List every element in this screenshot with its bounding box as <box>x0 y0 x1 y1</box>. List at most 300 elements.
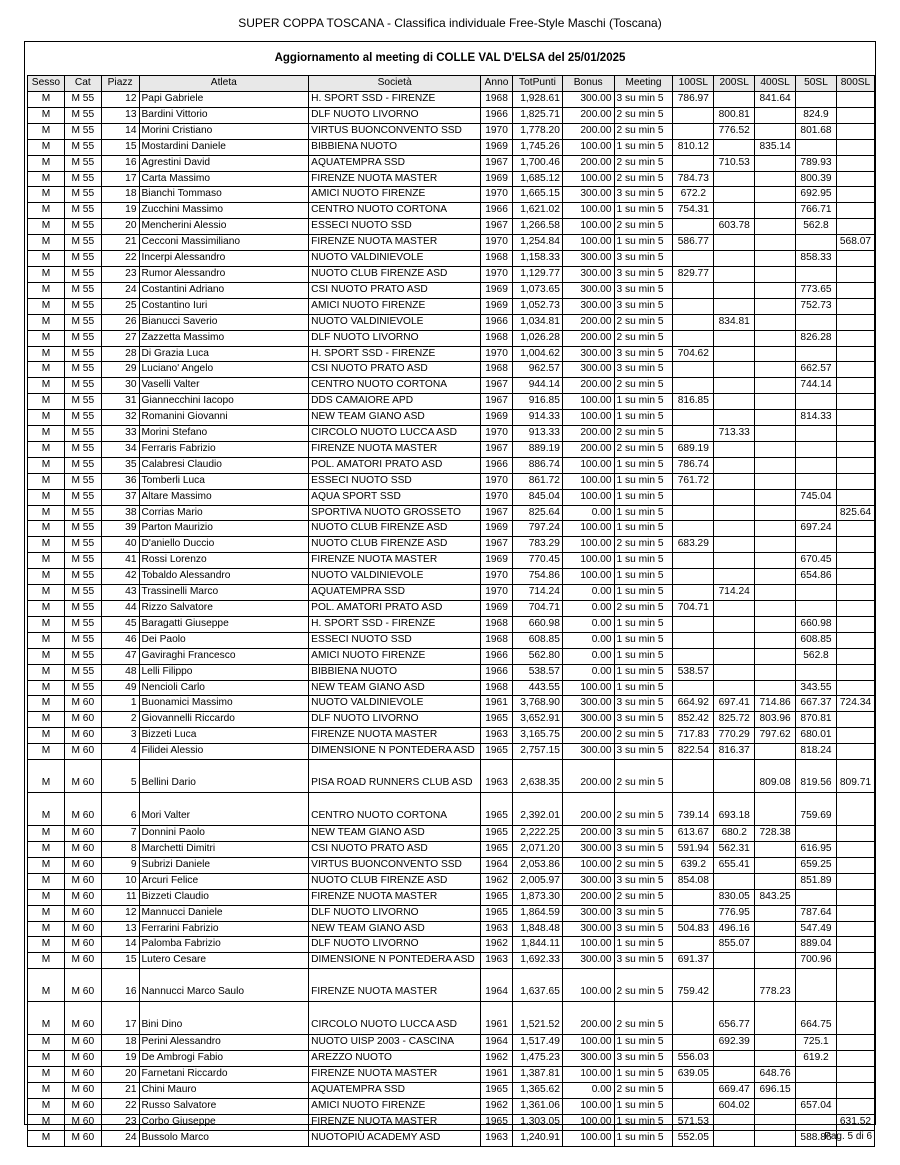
cell-cat: M 60 <box>64 921 101 937</box>
cell-cat: M 60 <box>64 1067 101 1083</box>
cell-800sl <box>836 219 874 235</box>
cell-800sl <box>836 569 874 585</box>
cell-400sl <box>755 219 796 235</box>
column-header-piazz: Piazz <box>101 76 139 92</box>
cell-100sl: 704.71 <box>673 601 714 617</box>
cell-sesso: M <box>28 346 65 362</box>
cell-piazz: 4 <box>101 744 139 760</box>
cell-400sl <box>755 648 796 664</box>
cell-totpunti: 1,387.81 <box>513 1067 563 1083</box>
cell-atleta: Bellini Dario <box>139 760 309 793</box>
cell-100sl: 664.92 <box>673 696 714 712</box>
cell-societa: NUOTO CLUB FIRENZE ASD <box>309 521 481 537</box>
table-row <box>28 680 875 696</box>
cell-societa: ESSECI NUOTO SSD <box>309 632 481 648</box>
cell-200sl: 714.24 <box>714 585 755 601</box>
cell-totpunti: 3,652.91 <box>513 712 563 728</box>
cell-totpunti: 889.19 <box>513 441 563 457</box>
cell-totpunti: 1,361.06 <box>513 1098 563 1114</box>
cell-anno: 1969 <box>481 282 513 298</box>
table-row <box>28 139 875 155</box>
cell-800sl <box>836 937 874 953</box>
cell-400sl <box>755 489 796 505</box>
table-row <box>28 1130 875 1146</box>
cell-totpunti: 1,266.58 <box>513 219 563 235</box>
cell-totpunti: 660.98 <box>513 616 563 632</box>
cell-400sl <box>755 905 796 921</box>
cell-200sl: 710.53 <box>714 155 755 171</box>
cell-totpunti: 1,365.62 <box>513 1082 563 1098</box>
cell-400sl <box>755 841 796 857</box>
table-row <box>28 712 875 728</box>
cell-800sl <box>836 330 874 346</box>
cell-meeting: 2 su min 5 <box>614 857 673 873</box>
cell-meeting: 1 su min 5 <box>614 1130 673 1146</box>
cell-piazz: 46 <box>101 632 139 648</box>
table-row <box>28 585 875 601</box>
cell-400sl <box>755 505 796 521</box>
cell-totpunti: 443.55 <box>513 680 563 696</box>
ranking-table <box>27 75 875 1147</box>
table-row <box>28 569 875 585</box>
cell-800sl <box>836 648 874 664</box>
cell-bonus: 0.00 <box>562 616 614 632</box>
cell-cat: M 60 <box>64 905 101 921</box>
cell-piazz: 7 <box>101 826 139 842</box>
cell-200sl <box>714 680 755 696</box>
cell-piazz: 21 <box>101 235 139 251</box>
cell-meeting: 2 su min 5 <box>614 107 673 123</box>
cell-400sl <box>755 203 796 219</box>
cell-50sl: 657.04 <box>796 1098 837 1114</box>
cell-200sl <box>714 1114 755 1130</box>
cell-atleta: Bizzeti Claudio <box>139 889 309 905</box>
cell-800sl: 724.34 <box>836 696 874 712</box>
cell-atleta: Costantino Iuri <box>139 298 309 314</box>
cell-atleta: Bizzeti Luca <box>139 728 309 744</box>
column-header-100sl: 100SL <box>673 76 714 92</box>
cell-400sl: 809.08 <box>755 760 796 793</box>
cell-bonus: 200.00 <box>562 760 614 793</box>
cell-50sl <box>796 1067 837 1083</box>
cell-50sl: 744.14 <box>796 378 837 394</box>
cell-piazz: 31 <box>101 394 139 410</box>
cell-piazz: 12 <box>101 92 139 108</box>
cell-meeting: 1 su min 5 <box>614 139 673 155</box>
cell-meeting: 1 su min 5 <box>614 648 673 664</box>
cell-anno: 1963 <box>481 1130 513 1146</box>
cell-societa: FIRENZE NUOTA MASTER <box>309 1114 481 1130</box>
cell-atleta: Morini Cristiano <box>139 123 309 139</box>
cell-bonus: 100.00 <box>562 171 614 187</box>
cell-piazz: 36 <box>101 473 139 489</box>
cell-anno: 1963 <box>481 921 513 937</box>
cell-meeting: 1 su min 5 <box>614 1114 673 1130</box>
cell-200sl: 692.39 <box>714 1035 755 1051</box>
cell-100sl <box>673 362 714 378</box>
cell-atleta: Palomba Fabrizio <box>139 937 309 953</box>
cell-400sl <box>755 1130 796 1146</box>
cell-piazz: 2 <box>101 712 139 728</box>
cell-sesso: M <box>28 219 65 235</box>
cell-piazz: 40 <box>101 537 139 553</box>
cell-piazz: 19 <box>101 1051 139 1067</box>
cell-anno: 1965 <box>481 905 513 921</box>
cell-400sl <box>755 744 796 760</box>
cell-piazz: 45 <box>101 616 139 632</box>
cell-piazz: 8 <box>101 841 139 857</box>
cell-50sl: 858.33 <box>796 251 837 267</box>
cell-atleta: Costantini Adriano <box>139 282 309 298</box>
cell-200sl <box>714 235 755 251</box>
cell-200sl: 655.41 <box>714 857 755 873</box>
cell-anno: 1970 <box>481 473 513 489</box>
cell-meeting: 2 su min 5 <box>614 155 673 171</box>
cell-anno: 1965 <box>481 889 513 905</box>
cell-cat: M 60 <box>64 841 101 857</box>
cell-totpunti: 1,475.23 <box>513 1051 563 1067</box>
cell-50sl: 819.56 <box>796 760 837 793</box>
cell-atleta: Farnetani Riccardo <box>139 1067 309 1083</box>
cell-totpunti: 1,848.48 <box>513 921 563 937</box>
cell-100sl <box>673 298 714 314</box>
cell-400sl <box>755 1051 796 1067</box>
cell-piazz: 20 <box>101 219 139 235</box>
cell-bonus: 0.00 <box>562 664 614 680</box>
cell-50sl <box>796 505 837 521</box>
cell-sesso: M <box>28 712 65 728</box>
cell-sesso: M <box>28 937 65 953</box>
cell-cat: M 60 <box>64 1130 101 1146</box>
table-row <box>28 696 875 712</box>
cell-atleta: Bianucci Saverio <box>139 314 309 330</box>
cell-100sl <box>673 489 714 505</box>
column-header-cat: Cat <box>64 76 101 92</box>
cell-bonus: 100.00 <box>562 203 614 219</box>
cell-totpunti: 783.29 <box>513 537 563 553</box>
cell-800sl <box>836 394 874 410</box>
table-row <box>28 632 875 648</box>
cell-800sl: 809.71 <box>836 760 874 793</box>
cell-800sl <box>836 266 874 282</box>
cell-totpunti: 914.33 <box>513 410 563 426</box>
cell-bonus: 300.00 <box>562 362 614 378</box>
cell-800sl <box>836 346 874 362</box>
cell-societa: AREZZO NUOTO <box>309 1051 481 1067</box>
cell-50sl <box>796 601 837 617</box>
cell-totpunti: 704.71 <box>513 601 563 617</box>
cell-cat: M 60 <box>64 1114 101 1130</box>
cell-400sl <box>755 171 796 187</box>
cell-800sl <box>836 282 874 298</box>
cell-atleta: Luciano' Angelo <box>139 362 309 378</box>
cell-cat: M 55 <box>64 92 101 108</box>
table-row <box>28 1051 875 1067</box>
cell-atleta: Baragatti Giuseppe <box>139 616 309 632</box>
table-row <box>28 362 875 378</box>
cell-meeting: 3 su min 5 <box>614 251 673 267</box>
cell-cat: M 55 <box>64 298 101 314</box>
cell-200sl <box>714 457 755 473</box>
table-row <box>28 937 875 953</box>
cell-200sl <box>714 473 755 489</box>
cell-200sl <box>714 1067 755 1083</box>
cell-anno: 1969 <box>481 521 513 537</box>
cell-400sl <box>755 457 796 473</box>
cell-100sl <box>673 760 714 793</box>
cell-societa: CENTRO NUOTO CORTONA <box>309 378 481 394</box>
cell-400sl <box>755 155 796 171</box>
cell-meeting: 3 su min 5 <box>614 187 673 203</box>
table-row <box>28 457 875 473</box>
cell-piazz: 22 <box>101 251 139 267</box>
cell-totpunti: 1,928.61 <box>513 92 563 108</box>
cell-800sl <box>836 1051 874 1067</box>
cell-100sl: 639.05 <box>673 1067 714 1083</box>
cell-50sl: 654.86 <box>796 569 837 585</box>
cell-200sl <box>714 1130 755 1146</box>
table-row <box>28 953 875 969</box>
cell-sesso: M <box>28 648 65 664</box>
cell-800sl <box>836 1067 874 1083</box>
cell-100sl <box>673 251 714 267</box>
cell-bonus: 200.00 <box>562 107 614 123</box>
cell-100sl: 829.77 <box>673 266 714 282</box>
table-row <box>28 187 875 203</box>
column-header-meeting: Meeting <box>614 76 673 92</box>
cell-totpunti: 1,240.91 <box>513 1130 563 1146</box>
cell-meeting: 2 su min 5 <box>614 889 673 905</box>
table-row <box>28 171 875 187</box>
cell-cat: M 55 <box>64 473 101 489</box>
cell-100sl <box>673 107 714 123</box>
cell-anno: 1965 <box>481 1114 513 1130</box>
cell-cat: M 55 <box>64 107 101 123</box>
cell-anno: 1961 <box>481 1067 513 1083</box>
cell-800sl <box>836 712 874 728</box>
cell-800sl <box>836 107 874 123</box>
cell-atleta: Tobaldo Alessandro <box>139 569 309 585</box>
cell-piazz: 6 <box>101 793 139 826</box>
cell-100sl: 784.73 <box>673 171 714 187</box>
cell-sesso: M <box>28 282 65 298</box>
cell-200sl: 604.02 <box>714 1098 755 1114</box>
cell-meeting: 3 su min 5 <box>614 953 673 969</box>
cell-totpunti: 2,392.01 <box>513 793 563 826</box>
cell-totpunti: 1,034.81 <box>513 314 563 330</box>
cell-50sl <box>796 139 837 155</box>
cell-sesso: M <box>28 969 65 1002</box>
cell-bonus: 300.00 <box>562 266 614 282</box>
cell-societa: NEW TEAM GIANO ASD <box>309 410 481 426</box>
cell-societa: AQUATEMPRA SSD <box>309 155 481 171</box>
cell-piazz: 1 <box>101 696 139 712</box>
cell-meeting: 3 su min 5 <box>614 841 673 857</box>
cell-400sl <box>755 953 796 969</box>
cell-sesso: M <box>28 155 65 171</box>
cell-100sl: 672.2 <box>673 187 714 203</box>
cell-piazz: 26 <box>101 314 139 330</box>
cell-anno: 1964 <box>481 857 513 873</box>
cell-cat: M 60 <box>64 953 101 969</box>
cell-cat: M 60 <box>64 937 101 953</box>
cell-400sl <box>755 921 796 937</box>
cell-200sl <box>714 553 755 569</box>
cell-piazz: 32 <box>101 410 139 426</box>
cell-anno: 1968 <box>481 330 513 346</box>
cell-bonus: 200.00 <box>562 441 614 457</box>
cell-100sl <box>673 569 714 585</box>
cell-atleta: Rossi Lorenzo <box>139 553 309 569</box>
cell-200sl <box>714 394 755 410</box>
cell-societa: NUOTO CLUB FIRENZE ASD <box>309 266 481 282</box>
cell-cat: M 55 <box>64 489 101 505</box>
cell-piazz: 38 <box>101 505 139 521</box>
cell-totpunti: 1,700.46 <box>513 155 563 171</box>
cell-anno: 1962 <box>481 1051 513 1067</box>
cell-bonus: 100.00 <box>562 553 614 569</box>
cell-50sl: 725.1 <box>796 1035 837 1051</box>
cell-meeting: 2 su min 5 <box>614 378 673 394</box>
cell-meeting: 3 su min 5 <box>614 826 673 842</box>
cell-sesso: M <box>28 553 65 569</box>
table-row <box>28 616 875 632</box>
cell-400sl <box>755 251 796 267</box>
cell-50sl: 801.68 <box>796 123 837 139</box>
cell-cat: M 60 <box>64 1002 101 1035</box>
cell-societa: FIRENZE NUOTA MASTER <box>309 969 481 1002</box>
cell-800sl <box>836 1035 874 1051</box>
cell-50sl: 608.85 <box>796 632 837 648</box>
cell-400sl <box>755 664 796 680</box>
cell-totpunti: 1,745.26 <box>513 139 563 155</box>
cell-50sl: 562.8 <box>796 648 837 664</box>
cell-meeting: 2 su min 5 <box>614 441 673 457</box>
cell-meeting: 1 su min 5 <box>614 937 673 953</box>
table-row <box>28 1002 875 1035</box>
cell-bonus: 300.00 <box>562 696 614 712</box>
cell-piazz: 15 <box>101 953 139 969</box>
cell-atleta: Giovannelli Riccardo <box>139 712 309 728</box>
cell-50sl: 700.96 <box>796 953 837 969</box>
cell-400sl <box>755 1035 796 1051</box>
cell-atleta: Bianchi Tommaso <box>139 187 309 203</box>
cell-piazz: 10 <box>101 873 139 889</box>
cell-piazz: 16 <box>101 969 139 1002</box>
cell-cat: M 60 <box>64 857 101 873</box>
cell-50sl <box>796 969 837 1002</box>
cell-100sl <box>673 219 714 235</box>
cell-800sl <box>836 1082 874 1098</box>
cell-400sl <box>755 314 796 330</box>
cell-400sl: 714.86 <box>755 696 796 712</box>
cell-bonus: 100.00 <box>562 1098 614 1114</box>
cell-800sl <box>836 298 874 314</box>
cell-800sl <box>836 187 874 203</box>
cell-bonus: 100.00 <box>562 569 614 585</box>
cell-800sl <box>836 1002 874 1035</box>
cell-anno: 1964 <box>481 969 513 1002</box>
cell-anno: 1966 <box>481 203 513 219</box>
cell-50sl <box>796 441 837 457</box>
cell-cat: M 60 <box>64 760 101 793</box>
cell-totpunti: 886.74 <box>513 457 563 473</box>
cell-piazz: 23 <box>101 1114 139 1130</box>
cell-400sl <box>755 857 796 873</box>
cell-totpunti: 2,757.15 <box>513 744 563 760</box>
cell-cat: M 55 <box>64 171 101 187</box>
table-row <box>28 921 875 937</box>
cell-meeting: 2 su min 5 <box>614 171 673 187</box>
cell-200sl: 825.72 <box>714 712 755 728</box>
table-row <box>28 826 875 842</box>
cell-cat: M 55 <box>64 378 101 394</box>
cell-cat: M 55 <box>64 426 101 442</box>
cell-50sl <box>796 537 837 553</box>
cell-totpunti: 797.24 <box>513 521 563 537</box>
cell-400sl <box>755 616 796 632</box>
cell-totpunti: 962.57 <box>513 362 563 378</box>
cell-totpunti: 3,768.90 <box>513 696 563 712</box>
cell-400sl <box>755 569 796 585</box>
cell-meeting: 2 su min 5 <box>614 760 673 793</box>
table-row <box>28 282 875 298</box>
table-row <box>28 251 875 267</box>
cell-piazz: 15 <box>101 139 139 155</box>
cell-sesso: M <box>28 569 65 585</box>
cell-cat: M 55 <box>64 648 101 664</box>
cell-sesso: M <box>28 793 65 826</box>
cell-anno: 1968 <box>481 680 513 696</box>
cell-totpunti: 2,222.25 <box>513 826 563 842</box>
cell-200sl <box>714 251 755 267</box>
cell-cat: M 55 <box>64 203 101 219</box>
table-row <box>28 473 875 489</box>
cell-50sl: 697.24 <box>796 521 837 537</box>
cell-cat: M 55 <box>64 235 101 251</box>
table-row <box>28 410 875 426</box>
cell-400sl <box>755 298 796 314</box>
cell-meeting: 1 su min 5 <box>614 1098 673 1114</box>
cell-cat: M 55 <box>64 314 101 330</box>
cell-200sl <box>714 171 755 187</box>
cell-400sl <box>755 601 796 617</box>
cell-cat: M 55 <box>64 585 101 601</box>
cell-atleta: Lelli Filippo <box>139 664 309 680</box>
cell-50sl: 562.8 <box>796 219 837 235</box>
cell-societa: POL. AMATORI PRATO ASD <box>309 601 481 617</box>
cell-societa: DLF NUOTO LIVORNO <box>309 937 481 953</box>
cell-bonus: 300.00 <box>562 873 614 889</box>
cell-cat: M 55 <box>64 251 101 267</box>
table-row <box>28 266 875 282</box>
cell-50sl <box>796 92 837 108</box>
cell-400sl <box>755 793 796 826</box>
cell-meeting: 1 su min 5 <box>614 553 673 569</box>
cell-anno: 1968 <box>481 362 513 378</box>
cell-totpunti: 1,864.59 <box>513 905 563 921</box>
cell-200sl: 603.78 <box>714 219 755 235</box>
cell-400sl <box>755 553 796 569</box>
cell-800sl <box>836 426 874 442</box>
cell-societa: CIRCOLO NUOTO LUCCA ASD <box>309 1002 481 1035</box>
cell-piazz: 43 <box>101 585 139 601</box>
cell-totpunti: 1,517.49 <box>513 1035 563 1051</box>
cell-sesso: M <box>28 298 65 314</box>
cell-totpunti: 1,637.65 <box>513 969 563 1002</box>
cell-800sl <box>836 378 874 394</box>
cell-meeting: 1 su min 5 <box>614 585 673 601</box>
